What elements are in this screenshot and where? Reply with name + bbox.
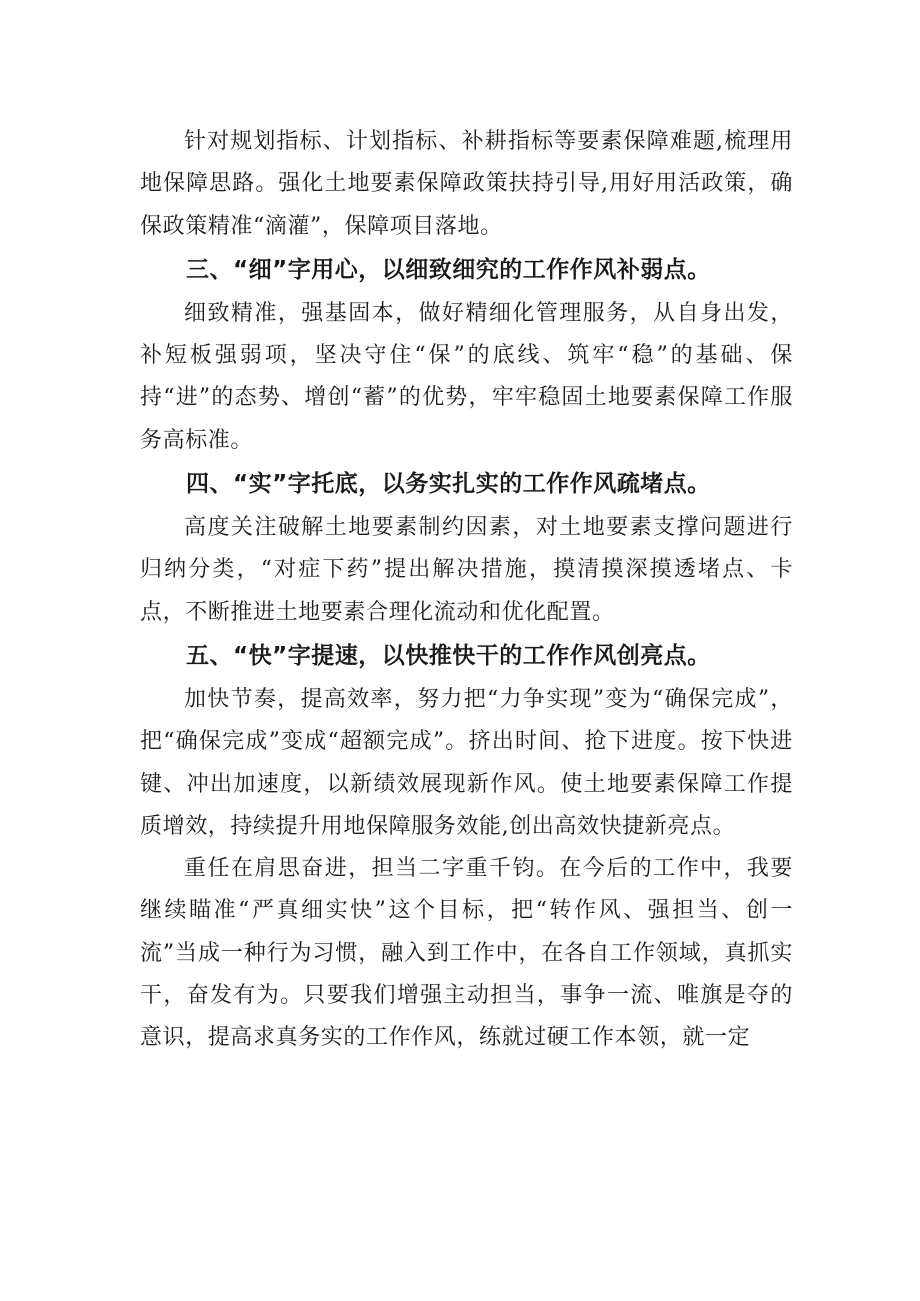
body-paragraph-3: 高度关注破解土地要素制约因素，对土地要素支撑问题进行归纳分类，“对症下药”提出解决措施，摸清摸深摸透堵点、卡点，不断推进土地要素合理化流动和优化配置。 xyxy=(140,515,793,625)
body-paragraph-5: 重任在肩思奋进，担当二字重千钧。在今后的工作中，我要继续瞄准“严真细实快”这个目标，把“转作风、强担当、创一流”当成一种行为习惯，融入到工作中，在各自工作领域，真抓实干，奋发有为。只要我们增强主动担当，事争一流、唯旗是夺的意识，提高求真务实的工作作风，练就过硬工作本领，就一定 xyxy=(140,856,793,1051)
section-heading-3: 三、“细”字用心，以细致细究的工作作风补弱点。 xyxy=(186,256,711,283)
section-heading-4: 四、“实”字托底，以务实扎实的工作作风疏堵点。 xyxy=(186,471,711,498)
body-paragraph-2: 细致精准，强基固本，做好精细化管理服务，从自身出发，补短板强弱项，坚决守住“保”的底线、筑牢“稳”的基础、保持“进”的态势、增创“蓄”的优势，牢牢稳固土地要素保障工作服务高标准。 xyxy=(140,300,793,453)
body-paragraph-1: 针对规划指标、计划指标、补耕指标等要素保障难题,梳理用地保障思路。强化土地要素保障政策扶持引导,用好用活政策，确保政策精准“滴灌”，保障项目落地。 xyxy=(140,129,793,239)
section-heading-5: 五、“快”字提速，以快推快干的工作作风创亮点。 xyxy=(186,642,711,669)
body-paragraph-4: 加快节奏，提高效率，努力把“力争实现”变为“确保完成”，把“确保完成”变成“超额完成”。挤出时间、抢下进度。按下快进键、冲出加速度，以新绩效展现新作风。使土地要素保障工作提质增效，持续提升用地保障服务效能,创出高效快捷新亮点。 xyxy=(140,686,793,839)
document-page xyxy=(140,121,793,1060)
